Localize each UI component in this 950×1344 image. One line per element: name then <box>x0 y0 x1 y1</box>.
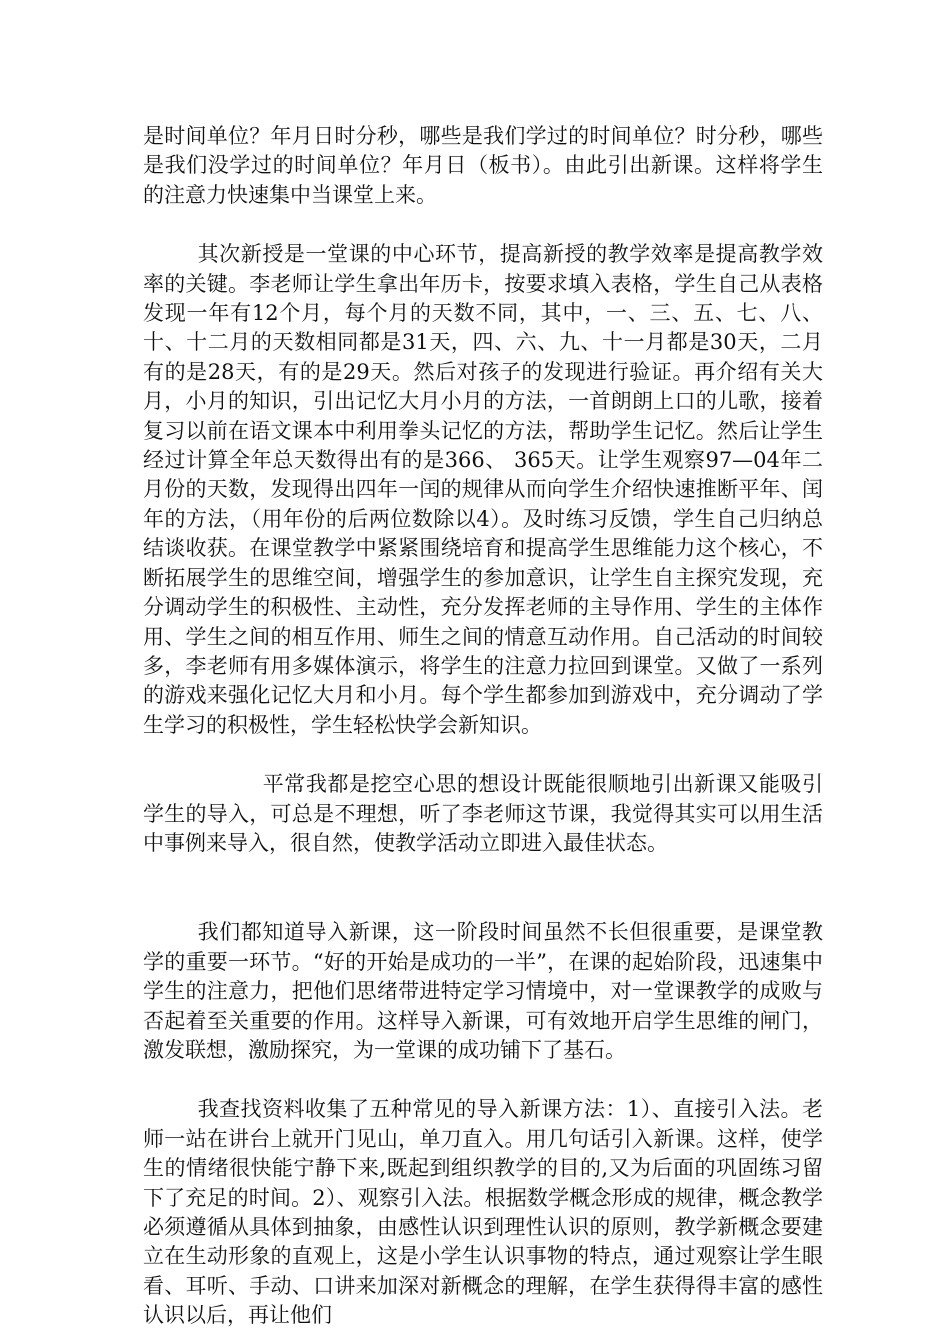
document-body <box>143 122 823 1331</box>
paragraph-4: 我们都知道导入新课，这一阶段时间虽然不长但很重要，是课堂教学的重要一环节。“好的开始是成功的一半”，在课的起始阶段，迅速集中学生的注意力，把他们思绪带进特定学习情境中，对一堂课教学的成败与否起着至关重要的作用。这样导入新课，可有效地开启学生思维的闸门，激发联想，激励探究，为一堂课的成功铺下了基石。 <box>143 920 823 1062</box>
paragraph-spacer <box>143 740 823 770</box>
paragraph-spacer <box>143 1065 823 1095</box>
paragraph-5: 我查找资料收集了五种常见的导入新课方法：1）、直接引入法。老师一站在讲台上就开门见山，单刀直入。用几句话引入新课。这样，使学生的情绪很快能宁静下来,既起到组织教学的目的,又为后面的巩固练习留下了充足的时间。2）、观察引入法。根据数学概念形成的规律，概念教学必须遵循从具体到抽象，由感性认识到理性认识的原则，教学新概念要建立在生动形象的直观上，这是小学生认识事物的特点，通过观察让学生眼看、耳听、手动、口讲来加深对新概念的理解，在学生获得得丰富的感性认识以后，再让他们 <box>143 1097 823 1328</box>
paragraph-2: 其次新授是一堂课的中心环节，提高新授的教学效率是提高教学效率的关键。李老师让学生拿出年历卡，按要求填入表格，学生自己从表格发现一年有12个月，每个月的天数不同，其中，一、三、五、七、八、十、十二月的天数相同都是31天，四、六、九、十一月都是30天，二月有的是28天，有的是29天。然后对孩子的发现进行验证。再介绍有关大月，小月的知识，引出记忆大月小月的方法，一首朗朗上口的儿歌，接着复习以前在语文课本中利用拳头记忆的方法，帮助学生记忆。然后让学生经过计算全年总天数得出有的是366、 365天。让学生观察97—04年二月份的天数，发现得出四年一闰的规律从而向学生介绍快速推断平年、闰年的方法，（用年份的后两位数除以4）。及时练习反馈，学生自己归纳总结谈收获。在课堂教学中紧紧围绕培育和提高学生思维能力这个核心，不断拓展学生的思维空间，增强学生的参加意识，让学生自主探究发现，充分调动学生的积极性、主动性，充分发挥老师的主导作用、学生的主体作用、学生之间的相互作用、师生之间的情意互动作用。自己活动的时间较多，李老师有用多媒体演示，将学生的注意力拉回到课堂。又做了一系列的游戏来强化记忆大月和小月。每个学生都参加到游戏中，充分调动了学生学习的积极性，学生轻松快学会新知识。 <box>143 242 823 737</box>
paragraph-3: 平常我都是挖空心思的想设计既能很顺地引出新课又能吸引学生的导入，可总是不理想，听了李老师这节课，我觉得其实可以用生活中事例来导入，很自然，使教学活动立即进入最佳状态。 <box>143 772 823 855</box>
paragraph-1: 是时间单位？年月日时分秒，哪些是我们学过的时间单位？时分秒，哪些是我们没学过的时间单位？年月日（板书）。由此引出新课。这样将学生的注意力快速集中当课堂上来。 <box>143 124 823 207</box>
paragraph-spacer <box>143 210 823 240</box>
paragraph-spacer <box>143 858 823 918</box>
